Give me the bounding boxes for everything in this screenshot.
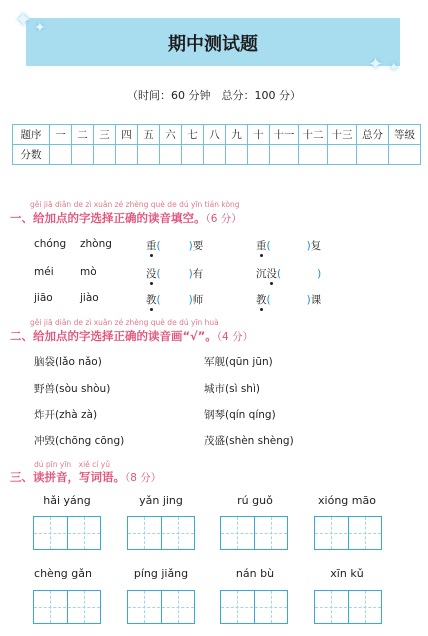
- section1-pinyin: gěi jiā diǎn de zì xuǎn zé zhèng què de dú yīn tián kòng: [30, 200, 240, 209]
- writing-grid[interactable]: [33, 590, 101, 624]
- char-suffix: 师: [192, 294, 204, 306]
- score-cell[interactable]: [72, 145, 94, 165]
- score-table: [12, 124, 421, 165]
- item-word: 钢琴: [204, 409, 225, 421]
- header-cell: 五: [138, 125, 160, 145]
- header-cell: 十二: [299, 125, 328, 145]
- char-suffix: 要: [192, 240, 204, 252]
- header-cell: 三: [94, 125, 116, 145]
- dotted-char: 教: [146, 294, 157, 306]
- open-paren: (: [266, 294, 271, 306]
- close-paren: ): [317, 268, 322, 280]
- score-cell[interactable]: [138, 145, 160, 165]
- writing-grid[interactable]: [314, 516, 382, 550]
- close-paren: ): [188, 240, 193, 252]
- item-choices[interactable]: (zhà zà): [55, 409, 98, 421]
- writing-grid[interactable]: [33, 516, 101, 550]
- writing-grid[interactable]: [314, 590, 382, 624]
- section2-title-text: 二、给加点的字选择正确的读音画“√”。: [10, 329, 217, 343]
- grid-pinyin: rú guǒ: [237, 494, 273, 507]
- section2-pinyin: gěi jiā diǎn de zì xuǎn zé zhèng què de dú yīn huà: [30, 318, 219, 327]
- pinyin-option: méi: [34, 266, 54, 278]
- page-title: 期中测试题: [168, 34, 258, 55]
- choice-item: [204, 407, 276, 422]
- item-choices[interactable]: (shèn shèng): [225, 435, 294, 447]
- open-paren: (: [156, 268, 161, 280]
- header-cell: 六: [160, 125, 182, 145]
- grid-pinyin: píng jiǎng: [133, 567, 189, 580]
- pinyin-option: jiāo: [34, 292, 53, 304]
- star-decoration-icon: ✦: [14, 8, 33, 33]
- score-cell[interactable]: [50, 145, 72, 165]
- close-paren: ): [306, 294, 311, 306]
- pinyin-option: zhòng: [80, 238, 112, 250]
- fill-item: [256, 238, 321, 253]
- dotted-char: 重: [256, 240, 267, 252]
- close-paren: ): [188, 294, 193, 306]
- grid-pinyin: nán bù: [235, 567, 275, 580]
- pinyin-option: mò: [80, 266, 97, 278]
- section1-title: [10, 210, 242, 226]
- close-paren: ): [306, 240, 311, 252]
- header-cell: 十三: [328, 125, 357, 145]
- open-paren: (: [156, 240, 161, 252]
- item-choices[interactable]: (sì shì): [225, 383, 260, 395]
- header-cell: 九: [226, 125, 248, 145]
- header-cell: 四: [116, 125, 138, 145]
- close-paren: ): [188, 268, 193, 280]
- char-suffix: 复: [310, 240, 322, 252]
- score-cell[interactable]: [94, 145, 116, 165]
- grid-pinyin: chèng gǎn: [34, 567, 92, 580]
- star-decoration-icon: ✦: [368, 54, 384, 75]
- header-cell: 七: [182, 125, 204, 145]
- header-cell: 一: [50, 125, 72, 145]
- dotted-char: 重: [146, 240, 157, 252]
- item-word: 炸开: [34, 409, 55, 421]
- title-banner: [26, 18, 400, 66]
- grid-pinyin: hǎi yáng: [43, 494, 91, 507]
- item-word: 军舰: [204, 356, 225, 368]
- fill-item: [146, 292, 203, 307]
- header-cell: 十一: [270, 125, 299, 145]
- dotted-char: 没: [146, 268, 157, 280]
- section2-points: （4 分）: [216, 331, 254, 343]
- star-decoration-icon: ✦: [34, 20, 46, 36]
- open-paren: (: [266, 240, 271, 252]
- score-table-header-row: [13, 125, 421, 145]
- grid-pinyin: xīn kǔ: [330, 567, 364, 580]
- char-suffix: 课: [310, 294, 322, 306]
- score-cell[interactable]: [160, 145, 182, 165]
- writing-grid[interactable]: [127, 516, 195, 550]
- writing-grid[interactable]: [220, 516, 288, 550]
- section3-points: （8 分）: [125, 472, 162, 484]
- choice-item: [34, 354, 102, 369]
- score-cell[interactable]: [248, 145, 270, 165]
- score-cell[interactable]: [182, 145, 204, 165]
- open-paren: (: [156, 294, 161, 306]
- exam-info: （时间：60 分钟 总分：100 分）: [127, 89, 301, 102]
- item-choices[interactable]: (chōng cōng): [55, 435, 125, 447]
- score-cell[interactable]: [226, 145, 248, 165]
- choice-item: [204, 381, 260, 396]
- header-cell: 题序: [13, 125, 50, 145]
- header-cell: 总分: [357, 125, 389, 145]
- section3-title-text: 三、读拼音，写词语。: [10, 470, 125, 484]
- header-cell: 八: [204, 125, 226, 145]
- fill-item: [256, 292, 321, 307]
- item-word: 城市: [204, 383, 225, 395]
- score-cell[interactable]: [270, 145, 299, 165]
- section1-points: （6 分）: [205, 213, 242, 225]
- fill-item: [146, 238, 203, 253]
- choice-item: [34, 433, 124, 448]
- item-word: 冲毁: [34, 435, 55, 447]
- header-cell: 十: [248, 125, 270, 145]
- score-cell[interactable]: [328, 145, 357, 165]
- choice-item: [34, 407, 97, 422]
- item-word: 野兽: [34, 383, 55, 395]
- fill-item: [146, 266, 203, 281]
- score-cell[interactable]: [357, 145, 389, 165]
- score-cell[interactable]: [389, 145, 421, 165]
- row-label-cell: 分数: [13, 145, 50, 165]
- pinyin-option: chóng: [34, 238, 67, 250]
- item-choices[interactable]: (qín qíng): [225, 409, 276, 421]
- writing-grid[interactable]: [127, 590, 195, 624]
- item-word: 脑袋: [34, 356, 55, 368]
- grid-pinyin: yǎn jing: [139, 494, 183, 507]
- open-paren: (: [277, 268, 282, 280]
- choice-item: [204, 433, 294, 448]
- section1-title-text: 一、给加点的字选择正确的读音填空。: [10, 211, 206, 225]
- dotted-char: 教: [256, 294, 267, 306]
- grid-pinyin: xióng māo: [318, 494, 376, 507]
- item-choices[interactable]: (qūn jūn): [225, 356, 273, 368]
- fill-item: [256, 266, 321, 281]
- item-word: 茂盛: [204, 435, 225, 447]
- section3-pinyin: dú pīn yīn xiě cí yǔ: [34, 460, 110, 469]
- score-cell[interactable]: [204, 145, 226, 165]
- section3-title: [10, 469, 161, 485]
- writing-grid[interactable]: [220, 590, 288, 624]
- score-cell[interactable]: [299, 145, 328, 165]
- choice-item: [34, 381, 110, 396]
- section2-title: [10, 328, 253, 344]
- star-decoration-icon: ✦: [388, 60, 400, 76]
- score-cell[interactable]: [116, 145, 138, 165]
- item-choices[interactable]: (lǎo nǎo): [55, 356, 102, 368]
- score-table-score-row: [13, 145, 421, 165]
- word-prefix: 沉: [256, 268, 267, 280]
- char-suffix: 有: [192, 268, 204, 280]
- pinyin-option: jiào: [80, 292, 99, 304]
- dotted-char: 没: [266, 268, 277, 280]
- item-choices[interactable]: (sòu shòu): [55, 383, 111, 395]
- choice-item: [204, 354, 273, 369]
- header-cell: 等级: [389, 125, 421, 145]
- header-cell: 二: [72, 125, 94, 145]
